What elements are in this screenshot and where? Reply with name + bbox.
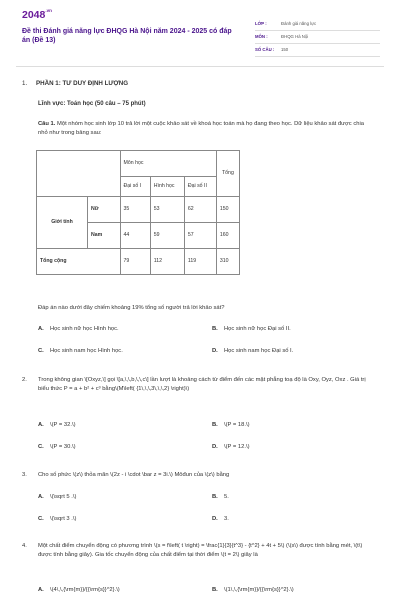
subject-header: Môn học bbox=[120, 151, 216, 177]
option-text: 5. bbox=[224, 494, 229, 500]
answer-option-d[interactable] bbox=[212, 444, 250, 452]
table-cell: 57 bbox=[184, 223, 216, 249]
question-number: 4. bbox=[22, 543, 27, 549]
table-row bbox=[37, 197, 240, 223]
meta-label: SỐ CÂU : bbox=[255, 47, 275, 53]
table-cell: 35 bbox=[120, 197, 150, 223]
row-label: Nữ bbox=[87, 197, 120, 223]
table-cell: 310 bbox=[216, 249, 239, 275]
answer-option-b[interactable] bbox=[212, 587, 294, 595]
option-text: \(4\,\,{\rm{m}}/{{\rm{s}}^2}.\) bbox=[50, 587, 120, 593]
part-title-text: PHẦN 1: TƯ DUY ĐỊNH LƯỢNG bbox=[36, 80, 129, 87]
option-label: A. bbox=[38, 587, 44, 593]
option-label: A. bbox=[38, 422, 44, 428]
option-text: Học sinh nam học Hình học. bbox=[50, 348, 123, 354]
question-body: Một nhóm học sinh lớp 10 trả lời một cuộc khảo sát về khoá học toán mà họ đang theo học. Dữ liệu khảo sát được chia nhỏ như trong bảng sau: bbox=[38, 121, 364, 136]
answer-option-c[interactable] bbox=[38, 516, 76, 524]
option-label: B. bbox=[212, 326, 218, 332]
option-text: 3. bbox=[224, 516, 229, 522]
table-cell: 112 bbox=[150, 249, 184, 275]
option-text: \(1\,\,{\rm{m}}/{{\rm{s}}^2}.\) bbox=[224, 587, 294, 593]
question-1-text bbox=[38, 120, 368, 137]
total-row-label: Tổng cộng bbox=[37, 249, 121, 275]
answer-option-c[interactable] bbox=[38, 444, 76, 452]
question-2 bbox=[22, 376, 372, 393]
option-text: \(P = 12.\) bbox=[224, 444, 250, 450]
option-label: D. bbox=[212, 516, 218, 522]
option-label: B. bbox=[212, 494, 218, 500]
column-header: Đại số II bbox=[184, 177, 216, 197]
answer-option-b[interactable] bbox=[212, 326, 291, 334]
option-label: C. bbox=[38, 516, 44, 522]
meta-label: MÔN : bbox=[255, 34, 268, 40]
option-label: A. bbox=[38, 326, 44, 332]
answer-option-c[interactable] bbox=[38, 348, 123, 356]
option-text: Học sinh nữ học Đại số II. bbox=[224, 326, 291, 332]
question-number: 3. bbox=[22, 472, 27, 478]
answer-option-a[interactable] bbox=[38, 422, 76, 430]
part-title bbox=[22, 80, 378, 88]
field-label: Lĩnh vực: Toán học (50 câu – 75 phút) bbox=[38, 101, 146, 107]
answer-option-b[interactable] bbox=[212, 494, 229, 502]
option-text: \(P = 32.\) bbox=[50, 422, 76, 428]
question-body: Một chất điểm chuyển động có phương trình \(s = f\left( t \right) = \frac{1}{3}{t^3} - {t^2} + 4t + 5\) (\(s\) được tính bằng mét, \(t\) được tính bằng giây). Gia tốc chuyển động của chất điểm tại thời điểm \(t = 2\) giây là bbox=[38, 543, 363, 558]
page-header bbox=[22, 8, 380, 63]
option-label: A. bbox=[38, 494, 44, 500]
option-text: \(\sqrt 5 .\) bbox=[50, 494, 77, 500]
question-label: Câu 1. bbox=[38, 121, 56, 127]
column-header: Đại số I bbox=[120, 177, 150, 197]
meta-row-class bbox=[255, 18, 380, 31]
gender-header: Giới tính bbox=[37, 197, 88, 249]
answer-option-a[interactable] bbox=[38, 326, 119, 334]
option-text: \(P = 30.\) bbox=[50, 444, 76, 450]
meta-label: LỚP : bbox=[255, 21, 267, 27]
option-text: Học sinh nữ học Hình học. bbox=[50, 326, 119, 332]
exam-meta bbox=[255, 18, 380, 57]
survey-table bbox=[36, 150, 240, 275]
option-text: \(\sqrt 3 .\) bbox=[50, 516, 77, 522]
table-cell: 59 bbox=[150, 223, 184, 249]
table-cell: 79 bbox=[120, 249, 150, 275]
part-heading bbox=[22, 80, 378, 88]
question-1-prompt: Đáp án nào dưới đây chiếm khoảng 19% tổng số người trả lời khảo sát? bbox=[38, 305, 225, 311]
header-divider bbox=[16, 66, 384, 67]
table-row bbox=[37, 151, 240, 177]
question-body: Cho số phức \(z\) thỏa mãn \(2z - i \cdot \bar z = 3i.\) Môđun của \(z\) bằng bbox=[38, 472, 230, 478]
table-cell: 44 bbox=[120, 223, 150, 249]
table-cell: 150 bbox=[216, 197, 239, 223]
table-corner-cell bbox=[37, 151, 121, 197]
option-label: B. bbox=[212, 422, 218, 428]
table-cell: 53 bbox=[150, 197, 184, 223]
answer-option-a[interactable] bbox=[38, 494, 76, 502]
table-row bbox=[37, 249, 240, 275]
question-body: Trong không gian \[Oxyz,\] gọi \[a,\,\,b,\,\,c\] lần lượt là khoảng cách từ điểm đến các mặt phẳng toạ độ là Oxy, Oyz, Oxz . Giá trị biểu thức P = a + b² + c³ bằng\(M\left( {1\,\,\,3\,\,\,2} \right)\) bbox=[38, 377, 366, 392]
option-label: C. bbox=[38, 444, 44, 450]
answer-option-a[interactable] bbox=[38, 587, 120, 595]
column-header: Hình học bbox=[150, 177, 184, 197]
option-label: B. bbox=[212, 587, 218, 593]
row-label: Nam bbox=[87, 223, 120, 249]
option-text: \(P = 18.\) bbox=[224, 422, 250, 428]
meta-row-subject bbox=[255, 31, 380, 44]
table-cell: 62 bbox=[184, 197, 216, 223]
answer-option-d[interactable] bbox=[212, 516, 229, 524]
question-4 bbox=[22, 542, 372, 559]
total-header: Tổng bbox=[216, 151, 239, 197]
question-3 bbox=[22, 471, 372, 480]
exam-title: Đề thi Đánh giá năng lực ĐHQG Hà Nội năm 2024 - 2025 có đáp án (Đề 13) bbox=[22, 28, 232, 44]
question-number: 2. bbox=[22, 377, 27, 383]
option-text: Học sinh nam học Đại số I. bbox=[224, 348, 294, 354]
logo-suffix: .vn bbox=[45, 8, 52, 13]
part-number: 1. bbox=[22, 80, 28, 87]
answer-option-b[interactable] bbox=[212, 422, 250, 430]
option-label: C. bbox=[38, 348, 44, 354]
meta-row-count bbox=[255, 44, 380, 57]
answer-option-d[interactable] bbox=[212, 348, 293, 356]
option-label: D. bbox=[212, 444, 218, 450]
meta-value: Đánh giá năng lực bbox=[281, 21, 317, 27]
table-cell: 119 bbox=[184, 249, 216, 275]
meta-value: 150 bbox=[281, 47, 289, 53]
meta-value: ĐHQG Hà Nội bbox=[281, 34, 309, 40]
table-cell: 160 bbox=[216, 223, 239, 249]
logo-text: 2048 bbox=[22, 9, 46, 21]
option-label: D. bbox=[212, 348, 218, 354]
